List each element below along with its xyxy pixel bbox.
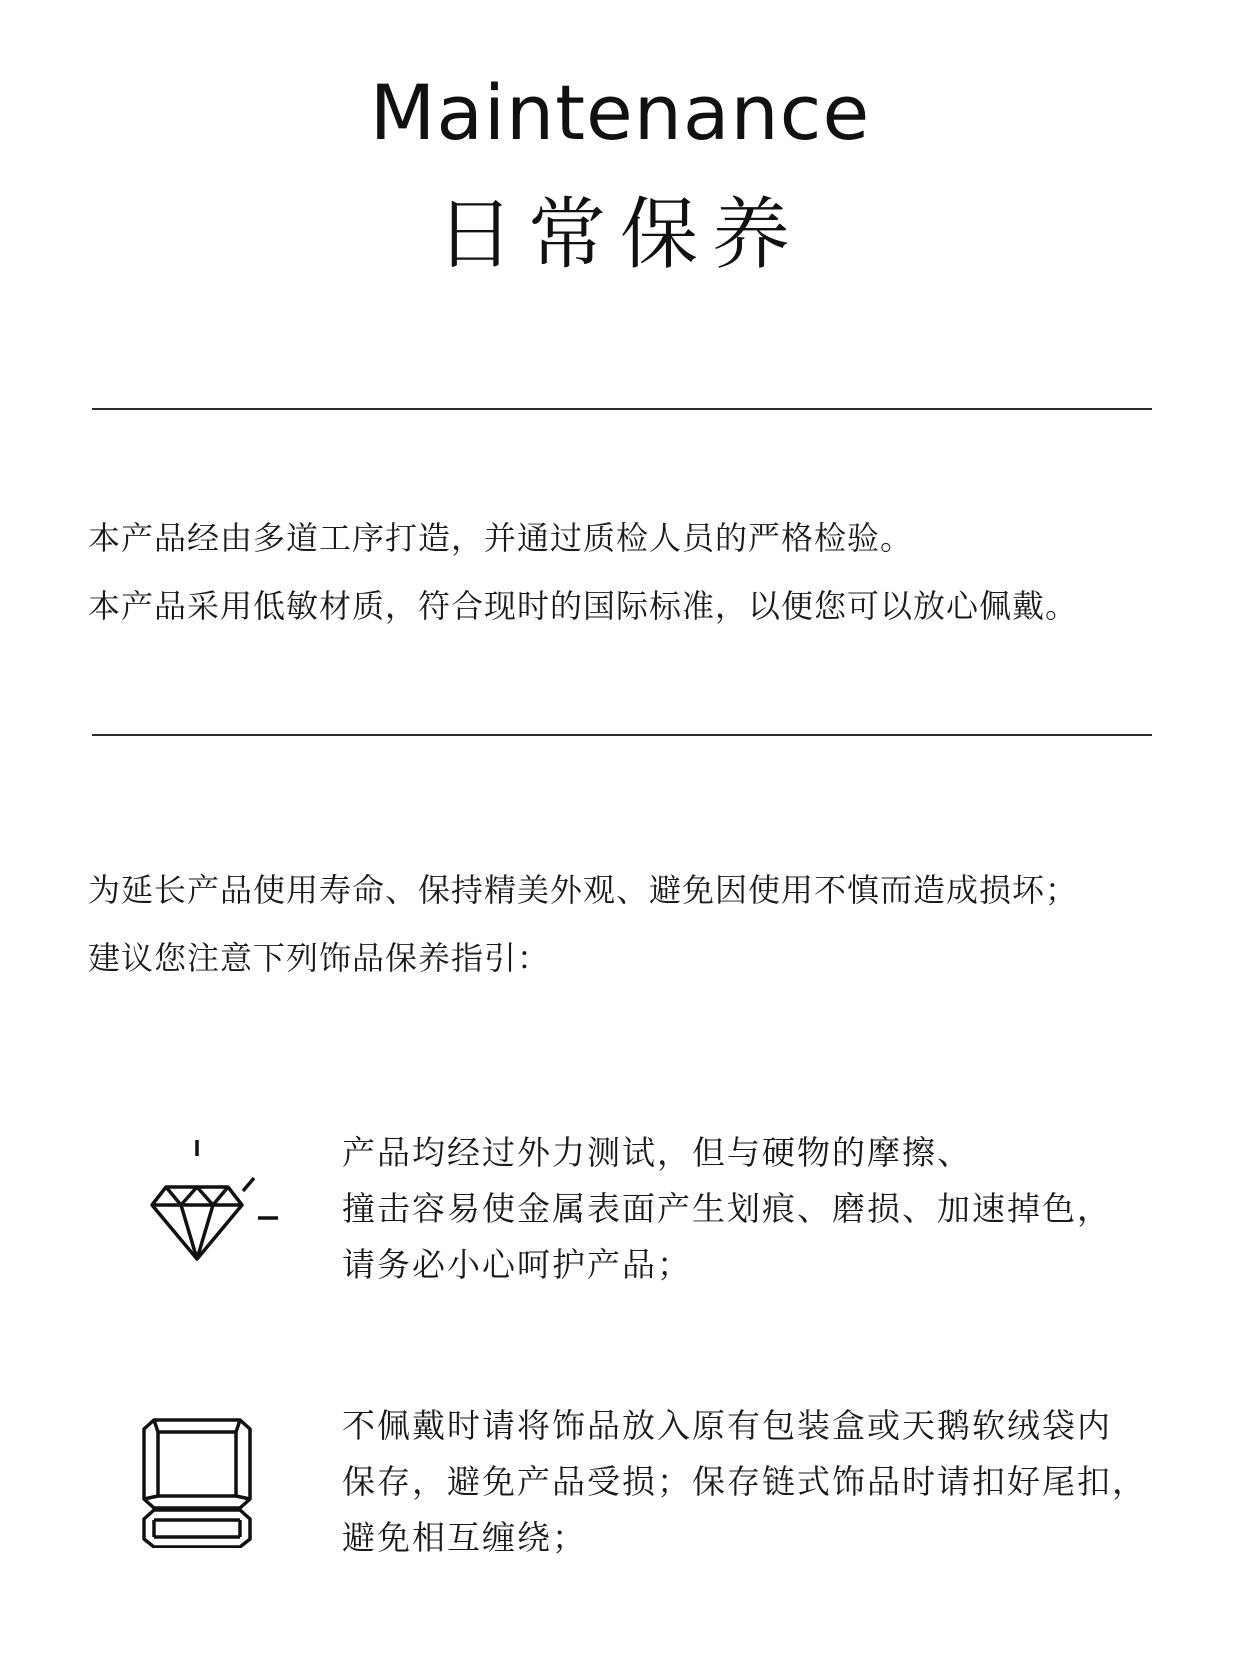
page-title-en: Maintenance [369, 68, 871, 157]
middle-divider [92, 734, 1152, 736]
care-item-text [342, 1125, 1172, 1293]
diamond-icon [130, 1125, 280, 1279]
intro-line: 本产品采用低敏材质，符合现时的国际标准，以便您可以放心佩戴。 [88, 587, 1079, 625]
care-line: 产品均经过外力测试，但与硬物的摩擦、 [342, 1133, 972, 1172]
care-line: 保存，避免产品受损；保存链式饰品时请扣好尾扣， [342, 1462, 1147, 1501]
intro-paragraph [88, 504, 1198, 640]
intro-line: 本产品经由多道工序打造，并通过质检人员的严格检验。 [88, 519, 914, 557]
care-item-text [342, 1398, 1172, 1566]
care-line: 不佩戴时请将饰品放入原有包装盒或天鹅软绒袋内 [342, 1406, 1112, 1445]
page-title-zh: 日常保养 [435, 190, 804, 280]
guide-line: 为延长产品使用寿命、保持精美外观、避免因使用不慎而造成损坏； [88, 871, 1079, 909]
guide-line: 建议您注意下列饰品保养指引： [88, 939, 551, 977]
care-line: 请务必小心呵护产品； [342, 1245, 692, 1284]
care-line: 撞击容易使金属表面产生划痕、磨损、加速掉色， [342, 1189, 1112, 1228]
top-divider [92, 408, 1152, 410]
guide-paragraph [88, 856, 1198, 992]
care-line: 避免相互缠绕； [342, 1518, 587, 1557]
jewelry-box-icon [130, 1398, 280, 1552]
